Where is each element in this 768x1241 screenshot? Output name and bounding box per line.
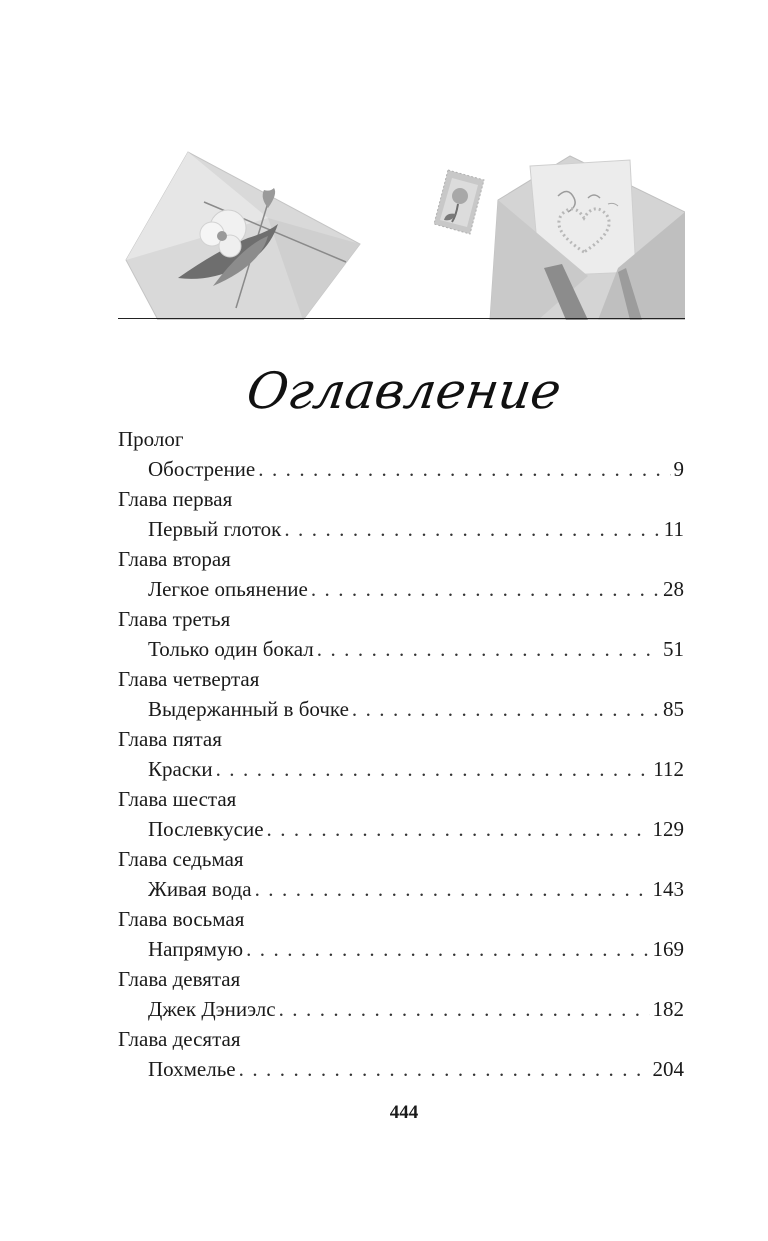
toc-part: Глава пятая (118, 727, 222, 751)
toc-page-number: 143 (652, 877, 684, 901)
toc-page-number: 51 (663, 637, 684, 661)
envelope-flower-icon (126, 152, 360, 320)
toc-chapter-entry[interactable] (118, 1054, 684, 1084)
header-illustration (118, 148, 685, 320)
postage-stamp-icon (434, 170, 484, 234)
toc-dot-leader (284, 514, 660, 544)
toc-chapter-entry[interactable] (118, 814, 684, 844)
toc-part: Глава восьмая (118, 907, 245, 931)
toc-page-number: 85 (663, 697, 684, 721)
toc-chapter-entry[interactable] (118, 574, 684, 604)
header-rule (118, 318, 685, 319)
toc-page-number: 129 (652, 817, 684, 841)
toc-chapter-title: Напрямую (148, 937, 244, 961)
toc-part: Глава седьмая (118, 847, 244, 871)
toc-dot-leader (258, 454, 670, 484)
toc-chapter-title: Выдержанный в бочке (148, 697, 349, 721)
toc-chapter-title: Первый глоток (148, 517, 282, 541)
toc-part: Глава девятая (118, 967, 241, 991)
toc-part: Глава шестая (118, 787, 237, 811)
page-title: Оглавление (243, 362, 565, 420)
toc-chapter-title: Только один бокал (148, 637, 314, 661)
toc-page-number: 11 (663, 517, 684, 541)
toc-page-number: 9 (673, 457, 684, 481)
toc-chapter-entry[interactable] (118, 994, 684, 1024)
page-number: 444 (389, 1102, 419, 1123)
toc-page-number: 112 (653, 757, 684, 781)
envelope-letter-heart-icon (490, 156, 685, 320)
toc-part: Глава десятая (118, 1027, 241, 1051)
toc-part: Глава вторая (118, 547, 231, 571)
toc-dot-leader (311, 574, 660, 604)
toc-dot-leader (267, 814, 650, 844)
toc-page-number: 204 (652, 1057, 684, 1081)
toc-chapter-title: Послевкусие (148, 817, 264, 841)
toc-dot-leader (216, 754, 651, 784)
toc-chapter-entry[interactable] (118, 634, 684, 664)
toc-chapter-title: Джек Дэниэлс (148, 997, 276, 1021)
toc-part: Глава четвертая (118, 667, 260, 691)
toc-chapter-entry[interactable] (118, 514, 684, 544)
toc-page-number: 182 (652, 997, 684, 1021)
toc-dot-leader (255, 874, 650, 904)
toc-chapter-title: Похмелье (148, 1057, 236, 1081)
toc-chapter-title: Обострение (148, 457, 256, 481)
toc-chapter-title: Живая вода (148, 877, 252, 901)
toc-part: Глава первая (118, 487, 233, 511)
toc-dot-leader (317, 634, 660, 664)
toc-dot-leader (279, 994, 650, 1024)
toc-chapter-title: Краски (148, 757, 213, 781)
toc-dot-leader (352, 694, 660, 724)
toc-chapter-entry[interactable] (118, 454, 684, 484)
toc-page-number: 169 (652, 937, 684, 961)
toc-dot-leader (246, 934, 649, 964)
toc-chapter-entry[interactable] (118, 754, 684, 784)
toc-chapter-entry[interactable] (118, 934, 684, 964)
toc-chapter-entry[interactable] (118, 874, 684, 904)
toc-part: Глава третья (118, 607, 231, 631)
toc-dot-leader (239, 1054, 650, 1084)
table-of-contents (118, 424, 684, 1084)
toc-page-number: 28 (663, 577, 684, 601)
toc-chapter-entry[interactable] (118, 694, 684, 724)
toc-chapter-title: Легкое опьянение (148, 577, 308, 601)
toc-part: Пролог (118, 427, 184, 451)
